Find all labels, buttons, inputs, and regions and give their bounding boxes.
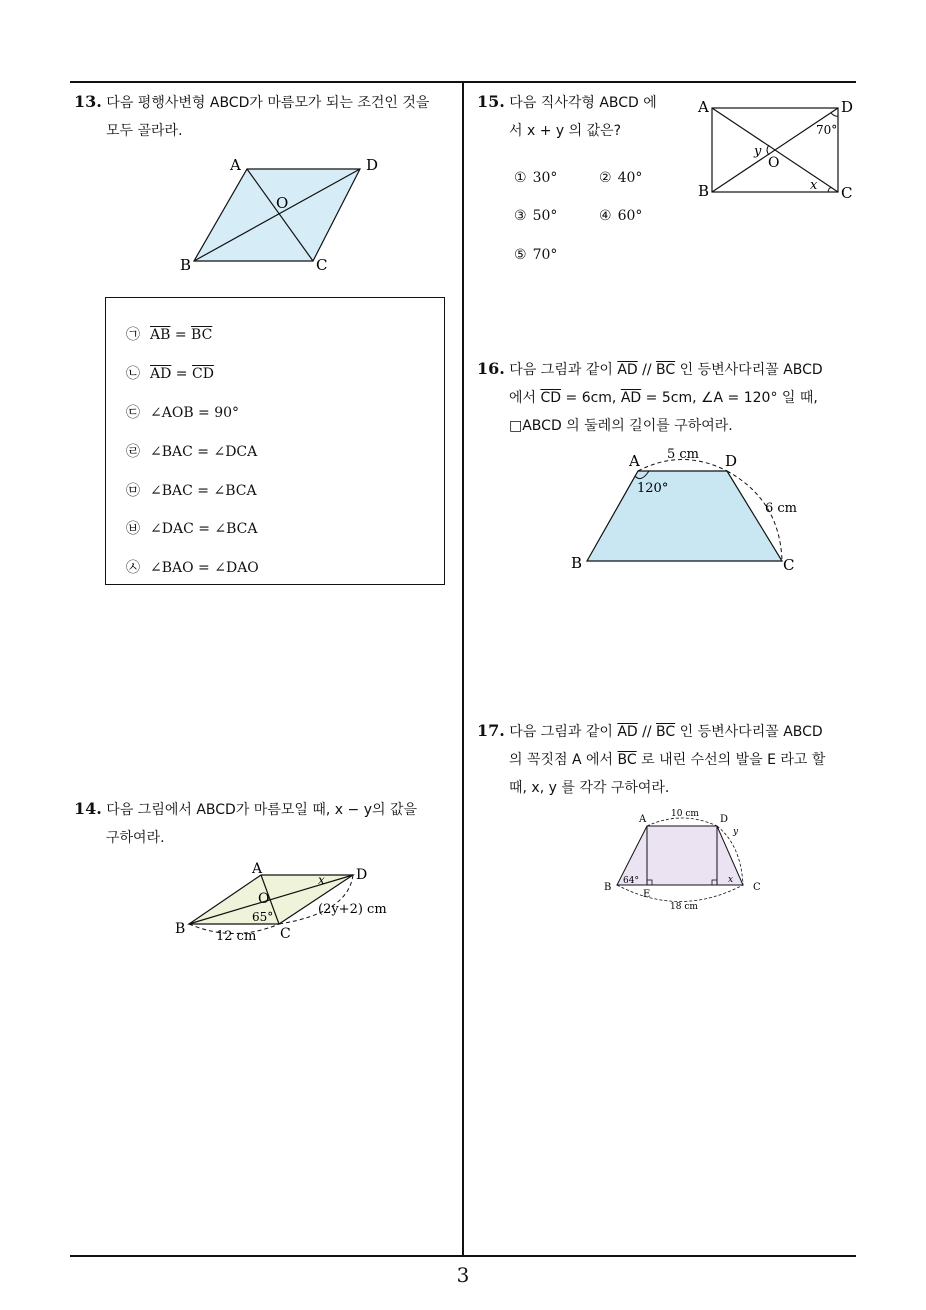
column-divider <box>462 81 464 1257</box>
question-number: 15. <box>477 92 505 111</box>
label-65: 65° <box>252 910 274 924</box>
choice-3[interactable]: ③ 50° <box>514 208 558 224</box>
label-70: 70° <box>816 123 838 137</box>
label-x: x <box>728 875 734 885</box>
angle-arc-c <box>828 188 831 192</box>
question-text-line1: 다음 그림에서 ABCD가 마름모일 때, x − y의 값을 <box>106 802 417 818</box>
choice-1[interactable]: ① 30° <box>514 170 558 186</box>
question-text-line2: 모두 골라라. <box>106 123 183 139</box>
condition-item: ㉠ $\overline{AB} = \overline{BC}$ <box>126 327 213 343</box>
question-16: 16. 다음 그림과 같이 $\overline{AD} // \overline{BC}$ 인 등변사다리꼴 ABCD 에서 $\overline{CD} = 6cm$, $\overline{AD} = 5cm$, ∠A = 120° 일 때, □ABCD 의 둘레의 길이를 구하여라. <box>477 355 862 440</box>
label-12cm: 12 cm <box>216 929 257 944</box>
trapezoid-figure-17 <box>595 800 775 915</box>
label-c: C <box>841 184 853 202</box>
label-d: D <box>356 867 368 883</box>
question-15 <box>477 88 677 145</box>
label-d: D <box>841 98 854 116</box>
label-c: C <box>753 882 761 893</box>
question-number: 13. <box>74 92 102 111</box>
question-14 <box>74 795 459 852</box>
label-a: A <box>252 861 263 877</box>
label-10cm: 10 cm <box>671 809 699 819</box>
label-d: D <box>720 814 729 825</box>
dim-arc-bc <box>617 885 743 902</box>
label-b: B <box>698 182 710 200</box>
label-y: y <box>733 827 739 837</box>
question-text-line1: 다음 평행사변형 ABCD가 마름모가 되는 조건인 것을 <box>106 95 430 111</box>
label-x: x <box>318 873 325 887</box>
condition-item: ㉢ ∠AOB = 90° <box>126 405 240 421</box>
question-number: 14. <box>74 799 102 818</box>
angle-arc-d <box>831 113 838 116</box>
question-text-line1: 다음 직사각형 ABCD 에 <box>509 95 657 111</box>
rectangle-figure-15 <box>690 92 860 207</box>
rhombus-figure-14 <box>170 855 400 955</box>
label-b: B <box>571 554 583 572</box>
condition-box <box>105 297 445 585</box>
condition-item: ㉣ ∠BAC = ∠DCA <box>126 444 258 460</box>
question-number: 17. <box>477 721 505 740</box>
question-text-line2: 서 x + y 의 값은? <box>509 123 622 139</box>
label-b: B <box>604 882 612 893</box>
label-5cm: 5 cm <box>667 447 700 462</box>
label-d: D <box>725 452 738 470</box>
label-c: C <box>280 926 291 942</box>
dim-arc-ad <box>647 818 717 826</box>
condition-item: ㉥ ∠DAC = ∠BCA <box>126 521 258 537</box>
label-64: 64° <box>623 876 639 886</box>
question-text-line2: 구하여라. <box>106 830 165 846</box>
label-o: O <box>258 891 270 907</box>
condition-item: ㉡ $\overline{AD} = \overline{CD}$ <box>126 366 214 382</box>
label-120: 120° <box>637 481 669 496</box>
page-number: 3 <box>456 1263 470 1287</box>
label-a: A <box>698 98 709 116</box>
trapezoid-figure-16 <box>565 440 805 580</box>
question-13 <box>74 88 459 145</box>
label-a: A <box>629 452 640 470</box>
condition-item: ㉤ ∠BAC = ∠BCA <box>126 483 257 499</box>
label-b: B <box>180 256 192 274</box>
condition-item: ㉦ ∠BAO = ∠DAO <box>126 560 259 576</box>
label-a: A <box>230 156 241 174</box>
label-e: E <box>643 889 651 900</box>
choice-2[interactable]: ② 40° <box>599 170 643 186</box>
label-c: C <box>783 556 795 574</box>
question-17: 17. 다음 그림과 같이 $\overline{AD} // \overline{BC}$ 인 등변사다리꼴 ABCD 의 꼭짓점 A 에서 $\overline{BC}$ 로 내린 수선의 발을 E 라고 할 때, x, y 를 각각 구하여라. <box>477 717 862 802</box>
question-text-line3: 때, x, y 를 각각 구하여라. <box>509 780 670 796</box>
label-18cm: 18 cm <box>670 902 698 912</box>
label-o: O <box>768 155 780 171</box>
label-d: D <box>366 156 379 174</box>
label-o: O <box>276 194 289 212</box>
question-text-line3: □ABCD 의 둘레의 길이를 구하여라. <box>509 418 733 434</box>
label-x: x <box>810 178 818 193</box>
label-y: y <box>754 144 762 159</box>
question-number: 16. <box>477 359 505 378</box>
choice-4[interactable]: ④ 60° <box>599 208 643 224</box>
label-2y2cm: (2y+2) cm <box>318 902 387 917</box>
label-a: A <box>639 814 647 825</box>
choice-5[interactable]: ⑤ 70° <box>514 247 558 263</box>
rhombus-figure-13 <box>170 150 390 280</box>
trapezoid-shape <box>587 471 782 561</box>
label-c: C <box>316 256 328 274</box>
bottom-rule <box>70 1255 856 1257</box>
label-b: B <box>175 921 186 937</box>
label-6cm: 6 cm <box>765 501 798 516</box>
